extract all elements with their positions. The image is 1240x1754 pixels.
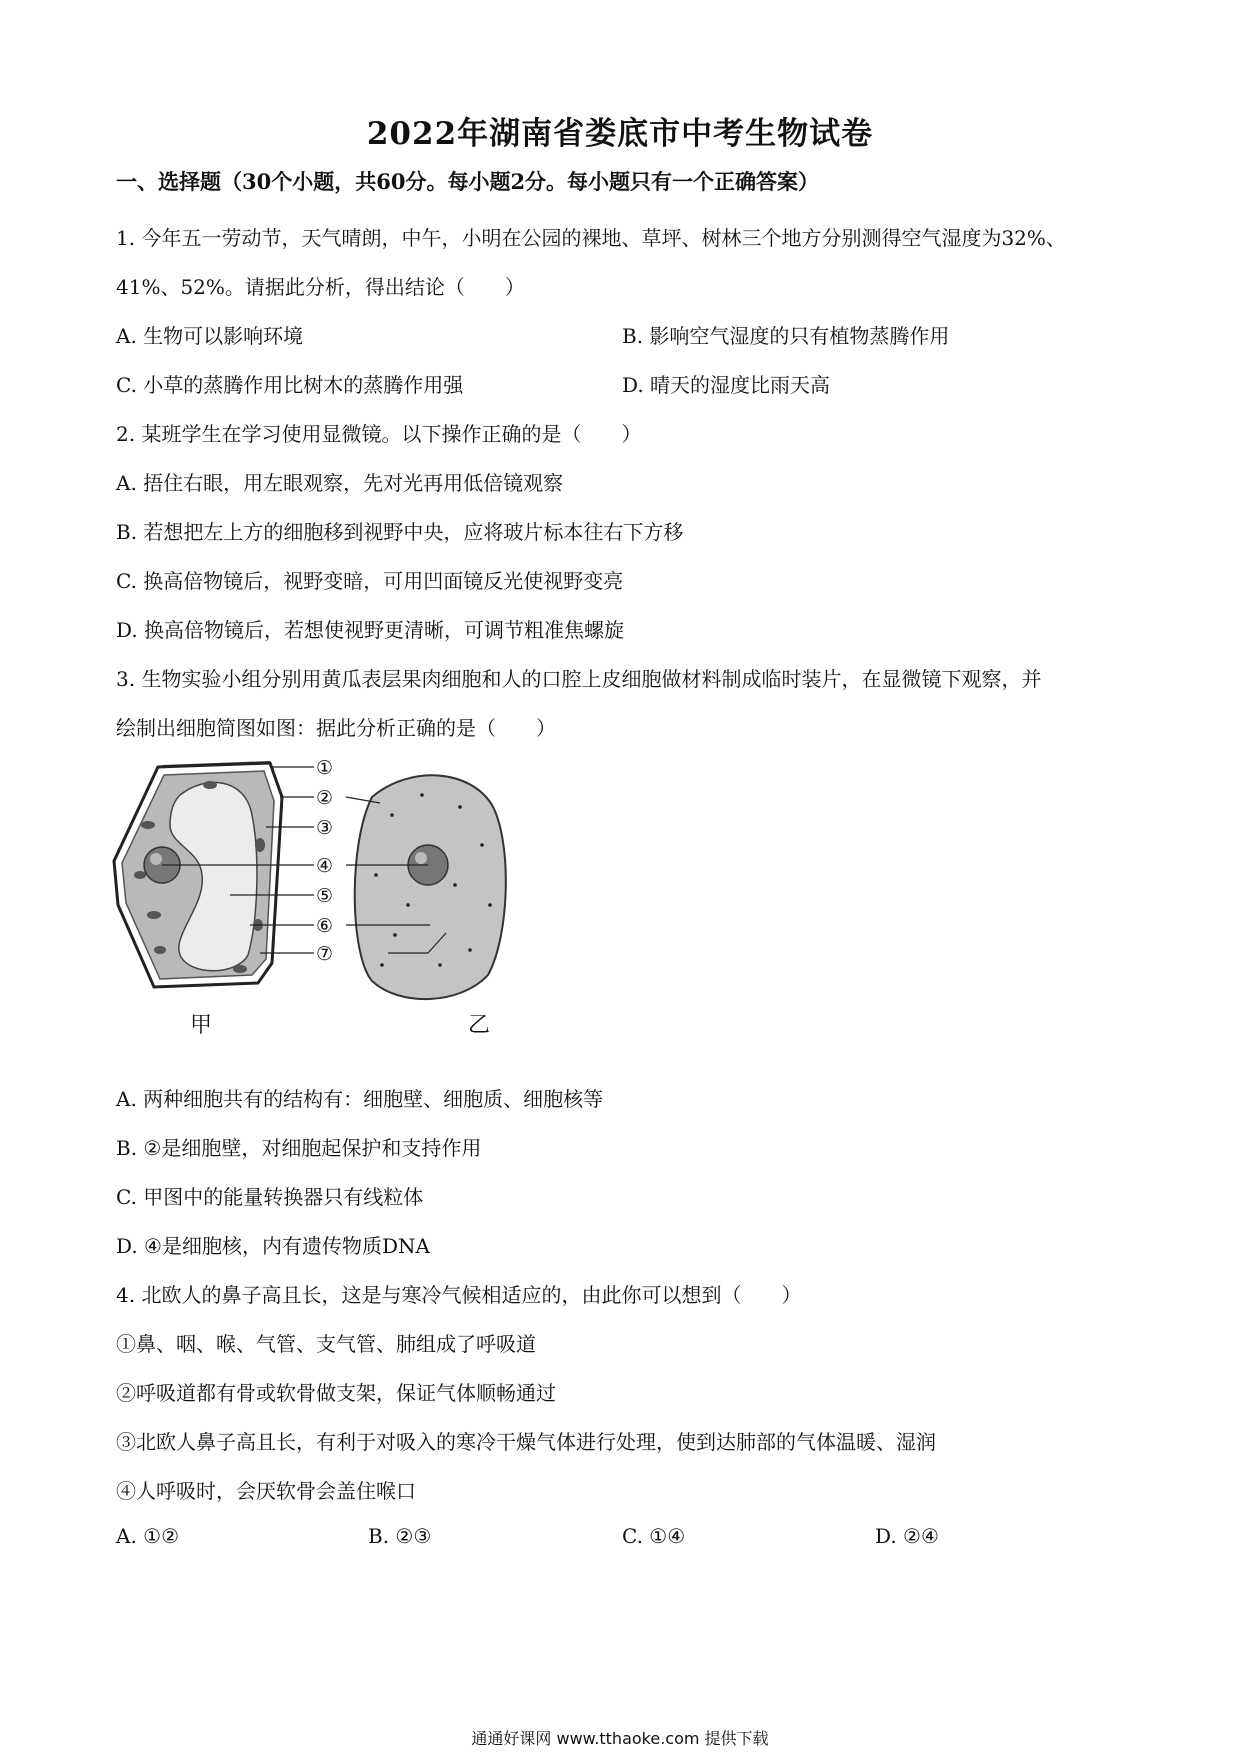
q4-option-a: A. ①② — [116, 1524, 180, 1548]
label-3: ③ — [316, 817, 334, 839]
q1-option-b: B. 影响空气湿度的只有植物蒸腾作用 — [622, 324, 950, 348]
q2-stem: 2. 某班学生在学习使用显微镜。以下操作正确的是（ ） — [116, 422, 642, 446]
q1-stem-line1: 1. 今年五一劳动节，天气晴朗，中午，小明在公园的裸地、草坪、树林三个地方分别测得空气湿度为32%、 — [116, 226, 1066, 250]
q1-option-a: A. 生物可以影响环境 — [116, 324, 304, 348]
q3-option-b: B. ②是细胞壁，对细胞起保护和支持作用 — [116, 1136, 482, 1160]
q3-stem-line2: 绘制出细胞简图如图：据此分析正确的是（ ） — [116, 716, 556, 740]
q4-statement-4: ④人呼吸时，会厌软骨会盖住喉口 — [116, 1479, 416, 1503]
label-2: ② — [316, 787, 334, 809]
q3-option-d: D. ④是细胞核，内有遗传物质DNA — [116, 1234, 430, 1258]
q4-option-c: C. ①④ — [622, 1524, 686, 1548]
q4-statement-2: ②呼吸道都有骨或软骨做支架，保证气体顺畅通过 — [116, 1381, 556, 1405]
q1-stem-line2: 41%、52%。请据此分析，得出结论（ ） — [116, 275, 525, 299]
q4-stem: 4. 北欧人的鼻子高且长，这是与寒冷气候相适应的，由此你可以想到（ ） — [116, 1283, 802, 1307]
section-heading: 一、选择题（30个小题，共60分。每小题2分。每小题只有一个正确答案） — [116, 169, 820, 194]
q1-option-d: D. 晴天的湿度比雨天高 — [622, 373, 831, 397]
q4-statement-3: ③北欧人鼻子高且长，有利于对吸入的寒冷干燥气体进行处理，使到达肺部的气体温暖、湿润 — [116, 1430, 936, 1454]
animal-cell-figure — [355, 775, 506, 999]
label-5: ⑤ — [316, 885, 334, 907]
label-4: ④ — [316, 855, 334, 877]
q2-option-a: A. 捂住右眼，用左眼观察，先对光再用低倍镜观察 — [116, 471, 564, 495]
q3-option-a: A. 两种细胞共有的结构有：细胞壁、细胞质、细胞核等 — [116, 1087, 604, 1111]
animal-cell-membrane — [355, 775, 506, 999]
q4-option-d: D. ②④ — [875, 1524, 939, 1548]
q2-option-b: B. 若想把左上方的细胞移到视野中央，应将玻片标本往右下方移 — [116, 520, 684, 544]
plant-cell-figure — [114, 761, 282, 987]
q4-option-b: B. ②③ — [368, 1524, 432, 1548]
caption-jia: 甲 — [190, 1013, 213, 1038]
q2-option-c: C. 换高倍物镜后，视野变暗，可用凹面镜反光使视野变亮 — [116, 569, 624, 593]
label-1: ① — [316, 757, 334, 779]
footer-source: 通通好课网 www.tthaoke.com 提供下载 — [471, 1729, 769, 1748]
caption-yi: 乙 — [468, 1013, 491, 1038]
label-7: ⑦ — [316, 943, 334, 965]
q3-stem-line1: 3. 生物实验小组分别用黄瓜表层果肉细胞和人的口腔上皮细胞做材料制成临时装片，在显微镜下观察，并 — [116, 667, 1042, 691]
q3-option-c: C. 甲图中的能量转换器只有线粒体 — [116, 1185, 424, 1209]
label-6: ⑥ — [316, 915, 334, 937]
cell-diagram — [110, 755, 580, 1045]
q1-option-c: C. 小草的蒸腾作用比树木的蒸腾作用强 — [116, 373, 464, 397]
q4-statement-1: ①鼻、咽、喉、气管、支气管、肺组成了呼吸道 — [116, 1332, 536, 1356]
q2-option-d: D. 换高倍物镜后，若想使视野更清晰，可调节粗准焦螺旋 — [116, 618, 625, 642]
page-title: 2022年湖南省娄底市中考生物试卷 — [366, 116, 874, 152]
